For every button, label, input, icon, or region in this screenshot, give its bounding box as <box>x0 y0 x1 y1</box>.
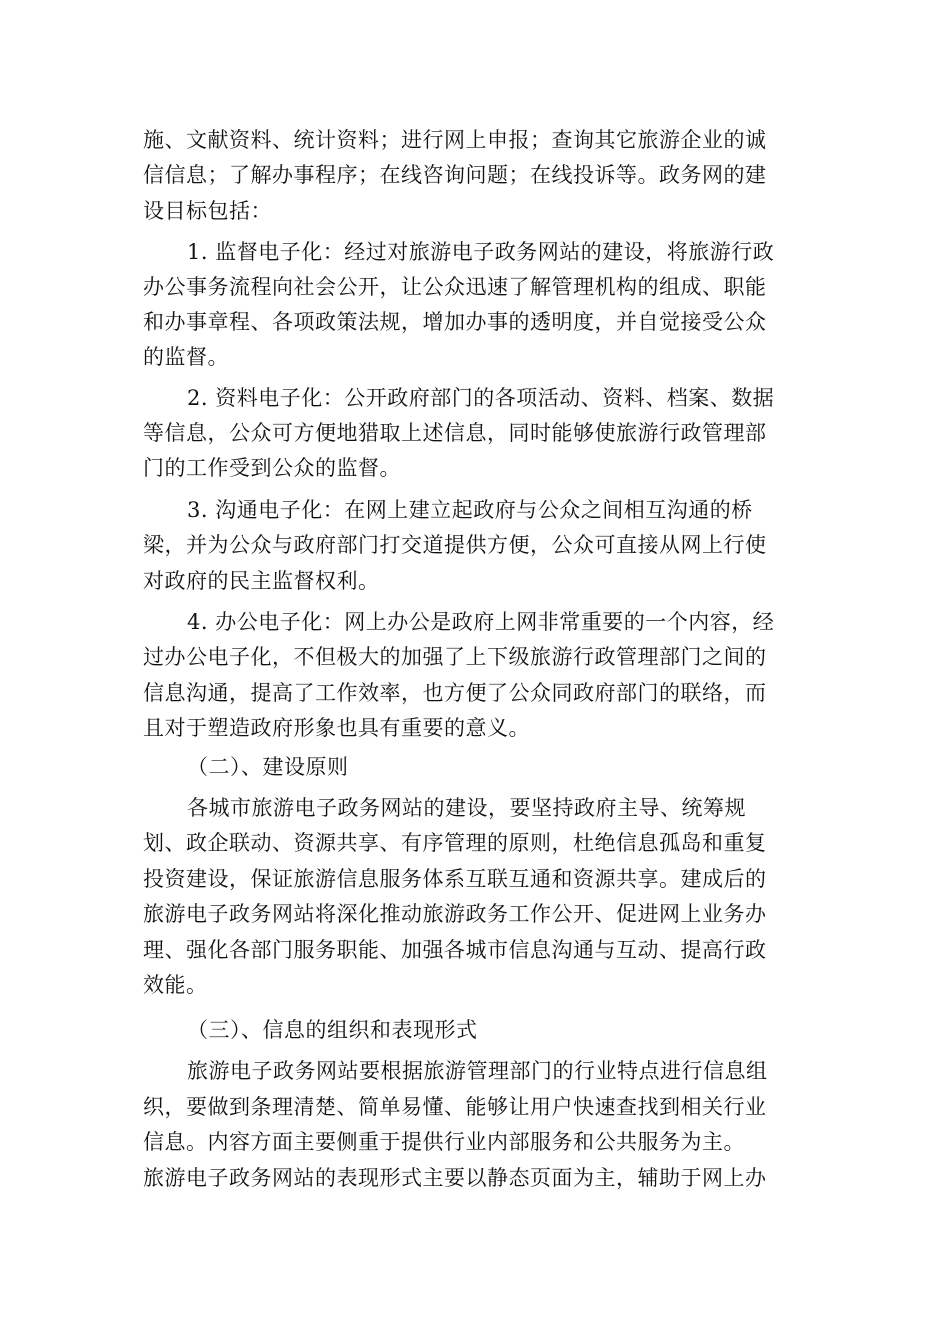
paragraph-line: 等信息，公众可方便地猎取上述信息，同时能够使旅游行政管理部 <box>143 421 767 445</box>
paragraph-line: 旅游电子政务网站将深化推动旅游政务工作公开、促进网上业务办 <box>143 902 767 926</box>
list-item-1-line: 1. 监督电子化：经过对旅游电子政务网站的建设，将旅游行政 <box>187 240 775 264</box>
paragraph-line: 施、文献资料、统计资料；进行网上申报；查询其它旅游企业的诚 <box>143 128 767 152</box>
list-item-2-line: 2. 资料电子化：公开政府部门的各项活动、资料、档案、数据 <box>187 386 775 410</box>
paragraph-line: 信息。内容方面主要侧重于提供行业内部服务和公共服务为主。 <box>143 1130 745 1154</box>
list-item-3-line: 3. 沟通电子化：在网上建立起政府与公众之间相互沟通的桥 <box>187 498 753 522</box>
paragraph-line: 效能。 <box>143 973 208 997</box>
paragraph-line: 且对于塑造政府形象也具有重要的意义。 <box>143 716 530 740</box>
paragraph-line: 信息沟通，提高了工作效率，也方便了公众同政府部门的联络，而 <box>143 681 767 705</box>
paragraph-line: 过办公电子化，不但极大的加强了上下级旅游行政管理部门之间的 <box>143 645 767 669</box>
paragraph-line: 旅游电子政务网站要根据旅游管理部门的行业特点进行信息组 <box>187 1059 768 1083</box>
section-heading-construction-principles: （二）、建设原则 <box>187 755 349 779</box>
paragraph-line: 投资建设，保证旅游信息服务体系互联互通和资源共享。建成后的 <box>143 867 767 891</box>
paragraph-line: 设目标包括： <box>143 199 272 223</box>
paragraph-line: 的监督。 <box>143 345 229 369</box>
paragraph-line: 办公事务流程向社会公开，让公众迅速了解管理机构的组成、职能 <box>143 275 767 299</box>
paragraph-line: 各城市旅游电子政务网站的建设，要坚持政府主导、统筹规 <box>187 796 746 820</box>
paragraph-line: 梁，并为公众与政府部门打交道提供方便，公众可直接从网上行使 <box>143 533 767 557</box>
paragraph-line: 划、政企联动、资源共享、有序管理的原则，杜绝信息孤岛和重复 <box>143 831 767 855</box>
paragraph-line: 旅游电子政务网站的表现形式主要以静态页面为主，辅助于网上办 <box>143 1166 767 1190</box>
list-item-4-line: 4. 办公电子化：网上办公是政府上网非常重要的一个内容，经 <box>187 610 775 634</box>
paragraph-line: 门的工作受到公众的监督。 <box>143 456 401 480</box>
paragraph-line: 信信息；了解办事程序；在线咨询问题；在线投诉等。政务网的建 <box>143 163 767 187</box>
paragraph-line: 织，要做到条理清楚、简单易懂、能够让用户快速查找到相关行业 <box>143 1095 767 1119</box>
paragraph-line: 和办事章程、各项政策法规，增加办事的透明度，并自觉接受公众 <box>143 310 767 334</box>
paragraph-line: 理、强化各部门服务职能、加强各城市信息沟通与互动、提高行政 <box>143 938 767 962</box>
paragraph-line: 对政府的民主监督权利。 <box>143 569 380 593</box>
section-heading-information-organization: （三）、信息的组织和表现形式 <box>187 1018 478 1042</box>
